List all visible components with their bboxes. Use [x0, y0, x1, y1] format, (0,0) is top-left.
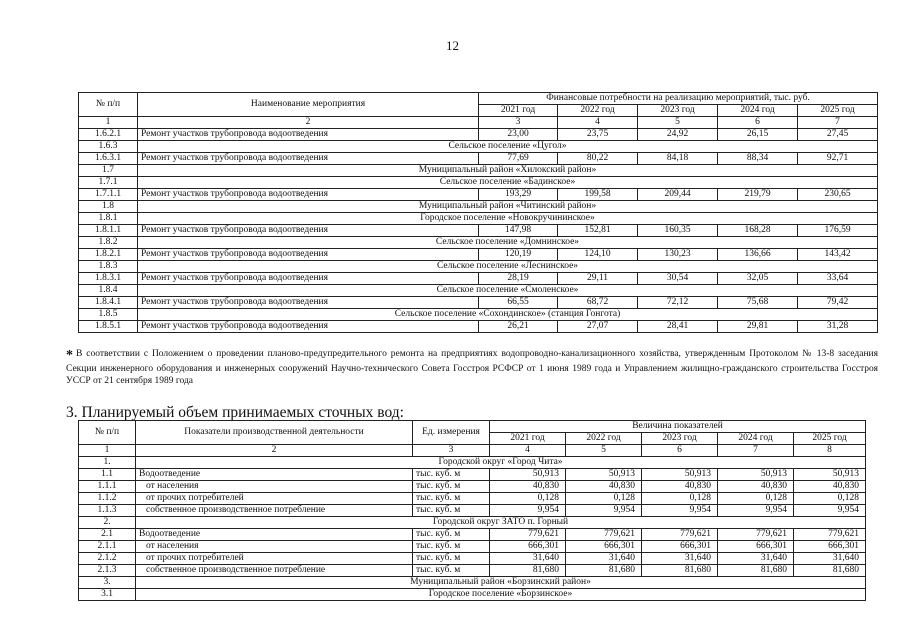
table-row: [79, 189, 878, 201]
row-number: 1.8.2: [79, 237, 138, 249]
row-value: 9,954: [642, 505, 718, 517]
row-value: 81,680: [794, 565, 866, 577]
row-value: 199,58: [558, 189, 638, 201]
row-name: Ремонт участков трубопровода водоотведения: [138, 189, 479, 201]
row-number: 1.8.1: [79, 213, 138, 225]
header-index: 1: [79, 117, 138, 129]
row-value: 666,301: [718, 541, 794, 553]
row-value: 9,954: [566, 505, 642, 517]
row-value: 779,621: [490, 529, 566, 541]
header-name: Наименование мероприятия: [138, 93, 479, 117]
row-value: 50,913: [490, 469, 566, 481]
row-value: 40,830: [566, 481, 642, 493]
financing-table-body: [79, 129, 878, 333]
header-unit: Ед. измерения: [413, 421, 490, 445]
row-value: 75,68: [718, 297, 798, 309]
header-index: 4: [490, 445, 566, 457]
row-value: 80,22: [558, 153, 638, 165]
row-value: 29,11: [558, 273, 638, 285]
table-row: [79, 129, 878, 141]
row-value: 31,640: [490, 553, 566, 565]
row-number: 1.: [79, 457, 136, 469]
row-number: 2.1.2: [79, 553, 136, 565]
row-value: 31,28: [798, 321, 878, 333]
header-year: 2021 год: [490, 433, 566, 445]
header-num: № п/п: [79, 93, 138, 117]
row-name: Ремонт участков трубопровода водоотведения: [138, 225, 479, 237]
group-row: [79, 285, 878, 297]
group-row: [79, 309, 878, 321]
row-value: 50,913: [566, 469, 642, 481]
row-name: от населения: [136, 481, 413, 493]
row-number: 1.7: [79, 165, 138, 177]
row-value: 33,64: [798, 273, 878, 285]
group-title: Сельское поселение «Леснинское»: [138, 261, 878, 273]
group-row: [79, 165, 878, 177]
header-year: 2022 год: [558, 105, 638, 117]
row-number: 1.7.1.1: [79, 189, 138, 201]
row-value: 32,05: [718, 273, 798, 285]
row-number: 1.6.3.1: [79, 153, 138, 165]
section-title: 3. Планируемый объем принимаемых сточных вод:: [66, 404, 404, 421]
table-row: [79, 297, 878, 309]
row-number: 1.8.5.1: [79, 321, 138, 333]
row-value: 130,23: [638, 249, 718, 261]
row-number: 1.8.5: [79, 309, 138, 321]
header-index: 3: [479, 117, 558, 129]
row-value: 193,29: [479, 189, 558, 201]
footnote-text: В соответствии с Положением о проведении планово-предупредительного ремонта на предприятиях водопроводно-канализационного хозяйства, утвержденным Протоколом № 13-8 заседания Секции инженерного оборудования и инженерных сооружений Научно-технического Совета Госстроя РСФСР от 1 июня 1989 года и Управлением жилищно-гражданского строительства Госстроя УССР от 21 сентября 1989 года: [66, 349, 878, 386]
row-value: 28,19: [479, 273, 558, 285]
group-row: [79, 457, 866, 469]
row-value: 66,55: [479, 297, 558, 309]
row-number: 1.8.3.1: [79, 273, 138, 285]
row-name: Ремонт участков трубопровода водоотведения: [138, 321, 479, 333]
header-index: 1: [79, 445, 136, 457]
row-name: Водоотведение: [136, 469, 413, 481]
row-value: 81,680: [566, 565, 642, 577]
header-year: 2024 год: [718, 433, 794, 445]
group-row: [79, 141, 878, 153]
row-value: 72,12: [638, 297, 718, 309]
row-value: 88,34: [718, 153, 798, 165]
row-value: 84,18: [638, 153, 718, 165]
table-row: [79, 225, 878, 237]
table-row: [79, 249, 878, 261]
row-value: 50,913: [794, 469, 866, 481]
row-unit: тыс. куб. м: [413, 481, 490, 493]
row-number: 1.8.3: [79, 261, 138, 273]
row-number: 1.1.1: [79, 481, 136, 493]
row-value: 143,42: [798, 249, 878, 261]
group-row: [79, 237, 878, 249]
row-value: 0,128: [566, 493, 642, 505]
header-index: 2: [136, 445, 413, 457]
row-value: 666,301: [642, 541, 718, 553]
group-title: Городское поселение «Борзинское»: [136, 589, 866, 601]
row-value: 168,28: [718, 225, 798, 237]
row-value: 779,621: [642, 529, 718, 541]
header-index: 2: [138, 117, 479, 129]
header-year: 2024 год: [718, 105, 798, 117]
row-value: 219,79: [718, 189, 798, 201]
row-value: 779,621: [566, 529, 642, 541]
table-row: [79, 481, 866, 493]
group-title: Сельское поселение «Смоленское»: [138, 285, 878, 297]
row-name: собственное производственное потребление: [136, 505, 413, 517]
row-value: 209,44: [638, 189, 718, 201]
header-year: 2022 год: [566, 433, 642, 445]
row-value: 0,128: [794, 493, 866, 505]
row-value: 92,71: [798, 153, 878, 165]
header-year: 2021 год: [479, 105, 558, 117]
table-row: [79, 553, 866, 565]
row-value: 23,75: [558, 129, 638, 141]
row-number: 1.8.4: [79, 285, 138, 297]
row-name: Водоотведение: [136, 529, 413, 541]
group-row: [79, 577, 866, 589]
row-value: 23,00: [479, 129, 558, 141]
row-number: 2.1.1: [79, 541, 136, 553]
row-number: 3.: [79, 577, 136, 589]
row-number: 1.8.4.1: [79, 297, 138, 309]
row-number: 1.8.2.1: [79, 249, 138, 261]
row-value: 120,19: [479, 249, 558, 261]
table-row: [79, 505, 866, 517]
row-unit: тыс. куб. м: [413, 565, 490, 577]
header-index: 5: [638, 117, 718, 129]
row-name: от населения: [136, 541, 413, 553]
header-num: № п/п: [79, 421, 136, 445]
header-index: 5: [566, 445, 642, 457]
table-row: [79, 529, 866, 541]
row-name: от прочих потребителей: [136, 553, 413, 565]
row-value: 0,128: [718, 493, 794, 505]
row-value: 160,35: [638, 225, 718, 237]
page-number: 12: [446, 38, 459, 53]
row-value: 666,301: [566, 541, 642, 553]
row-value: 31,640: [642, 553, 718, 565]
header-name: Показатели производственной деятельности: [136, 421, 413, 445]
row-number: 1.6.3: [79, 141, 138, 153]
group-title: Сельское поселение «Сохондинское» (станция Гонгота): [138, 309, 878, 321]
row-value: 30,54: [638, 273, 718, 285]
row-unit: тыс. куб. м: [413, 469, 490, 481]
row-number: 2.1: [79, 529, 136, 541]
row-value: 24,92: [638, 129, 718, 141]
group-title: Муниципальный район «Читинский район»: [138, 201, 878, 213]
row-number: 3.1: [79, 589, 136, 601]
header-index: 7: [798, 117, 878, 129]
row-number: 1.1: [79, 469, 136, 481]
row-value: 147,98: [479, 225, 558, 237]
table-row: [79, 493, 866, 505]
group-title: Муниципальный район «Борзинский район»: [136, 577, 866, 589]
row-value: 81,680: [718, 565, 794, 577]
row-value: 27,07: [558, 321, 638, 333]
header-index: 6: [642, 445, 718, 457]
row-value: 9,954: [490, 505, 566, 517]
group-row: [79, 201, 878, 213]
header-group: Величина показателей: [490, 421, 866, 433]
row-value: 31,640: [718, 553, 794, 565]
group-title: Муниципальный район «Хилокский район»: [138, 165, 878, 177]
row-name: Ремонт участков трубопровода водоотведения: [138, 297, 479, 309]
row-name: Ремонт участков трубопровода водоотведения: [138, 273, 479, 285]
row-value: 50,913: [642, 469, 718, 481]
row-unit: тыс. куб. м: [413, 553, 490, 565]
row-unit: тыс. куб. м: [413, 529, 490, 541]
row-value: 779,621: [794, 529, 866, 541]
group-row: [79, 517, 866, 529]
header-index: 3: [413, 445, 490, 457]
row-number: 1.1.2: [79, 493, 136, 505]
row-value: 31,640: [566, 553, 642, 565]
group-row: [79, 213, 878, 225]
row-value: 28,41: [638, 321, 718, 333]
row-value: 40,830: [718, 481, 794, 493]
table-row: [79, 565, 866, 577]
header-group: Финансовые потребности на реализацию мероприятий, тыс. руб.: [479, 93, 878, 105]
row-value: 0,128: [490, 493, 566, 505]
header-year: 2025 год: [798, 105, 878, 117]
row-unit: тыс. куб. м: [413, 493, 490, 505]
row-number: 1.8: [79, 201, 138, 213]
group-row: [79, 177, 878, 189]
row-value: 77,69: [479, 153, 558, 165]
footnote: [66, 348, 878, 388]
wastewater-volume-table-body: [79, 457, 866, 601]
header-index: 7: [718, 445, 794, 457]
financing-table: [78, 92, 878, 333]
group-title: Сельское поселение «Домнинское»: [138, 237, 878, 249]
row-number: 1.6.2.1: [79, 129, 138, 141]
row-number: 1.1.3: [79, 505, 136, 517]
header-index: 8: [794, 445, 866, 457]
group-row: [79, 261, 878, 273]
row-value: 40,830: [642, 481, 718, 493]
footnote-marker: *: [66, 348, 73, 363]
row-name: Ремонт участков трубопровода водоотведения: [138, 249, 479, 261]
row-unit: тыс. куб. м: [413, 541, 490, 553]
header-index: 6: [718, 117, 798, 129]
group-title: Городской округ ЗАТО п. Горный: [136, 517, 866, 529]
row-value: 68,72: [558, 297, 638, 309]
table-row: [79, 469, 866, 481]
row-number: 2.1.3: [79, 565, 136, 577]
header-year: 2023 год: [642, 433, 718, 445]
row-value: 152,81: [558, 225, 638, 237]
row-name: Ремонт участков трубопровода водоотведения: [138, 153, 479, 165]
row-value: 40,830: [794, 481, 866, 493]
row-number: 1.8.1.1: [79, 225, 138, 237]
row-value: 50,913: [718, 469, 794, 481]
row-value: 81,680: [642, 565, 718, 577]
row-value: 26,21: [479, 321, 558, 333]
row-value: 79,42: [798, 297, 878, 309]
row-value: 176,59: [798, 225, 878, 237]
group-title: Сельское поселение «Бадинское»: [138, 177, 878, 189]
row-value: 81,680: [490, 565, 566, 577]
row-value: 9,954: [794, 505, 866, 517]
row-value: 9,954: [718, 505, 794, 517]
row-value: 124,10: [558, 249, 638, 261]
table-row: [79, 153, 878, 165]
group-title: Городской округ «Город Чита»: [136, 457, 866, 469]
group-title: Сельское поселение «Цугол»: [138, 141, 878, 153]
row-value: 136,66: [718, 249, 798, 261]
row-value: 27,45: [798, 129, 878, 141]
row-value: 666,301: [794, 541, 866, 553]
wastewater-volume-table: [78, 420, 866, 601]
table-row: [79, 541, 866, 553]
row-value: 40,830: [490, 481, 566, 493]
row-unit: тыс. куб. м: [413, 505, 490, 517]
row-name: Ремонт участков трубопровода водоотведения: [138, 129, 479, 141]
row-value: 0,128: [642, 493, 718, 505]
group-title: Городское поселение «Новокручининское»: [138, 213, 878, 225]
row-value: 230,65: [798, 189, 878, 201]
table-row: [79, 321, 878, 333]
row-value: 779,621: [718, 529, 794, 541]
row-value: 31,640: [794, 553, 866, 565]
group-row: [79, 589, 866, 601]
header-index: 4: [558, 117, 638, 129]
row-value: 26,15: [718, 129, 798, 141]
header-year: 2023 год: [638, 105, 718, 117]
row-name: от прочих потребителей: [136, 493, 413, 505]
table-row: [79, 273, 878, 285]
row-number: 1.7.1: [79, 177, 138, 189]
row-number: 2.: [79, 517, 136, 529]
row-name: собственное производственное потребление: [136, 565, 413, 577]
row-value: 666,301: [490, 541, 566, 553]
header-year: 2025 год: [794, 433, 866, 445]
row-value: 29,81: [718, 321, 798, 333]
